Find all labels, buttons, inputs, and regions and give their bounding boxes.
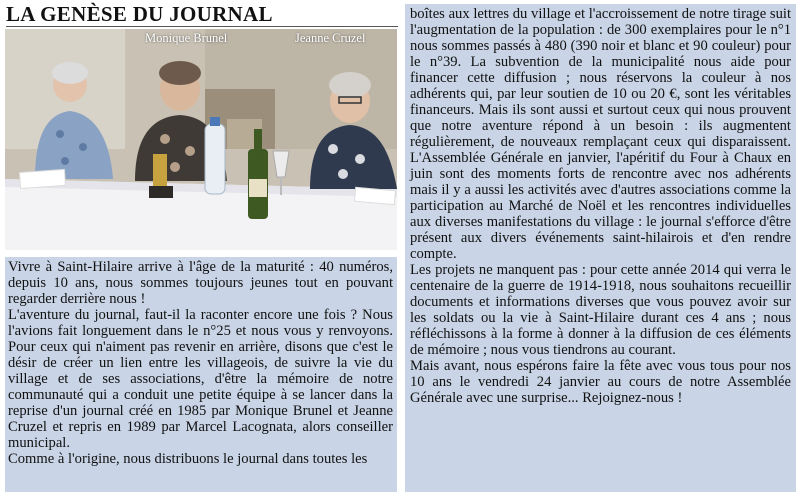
left-text-column [5,257,397,492]
paragraph-projects: Les projets ne manquent pas : pour cette année 2014 qui verra le centenaire de la guerre de 1914-1918, nous souhaitons recueillir documents et informations diverses que vous pouvez avoir sur les soldats ou la vie à Saint-Hilaire durant ces 4 ans ; nous réfléchissons à la forme à donner à la diffusion de ces éléments de mémoire ; nous vous tiendrons au courant. [410,262,791,358]
title-underline [6,26,398,27]
photo-caption-monique: Monique Brunel [145,31,228,45]
paragraph-intro: Vivre à Saint-Hilaire arrive à l'âge de la maturité : 40 numéros, depuis 10 ans, nous sommes toujours jeunes tout en pouvant regarder derrière nous ! [8,259,393,307]
article-photo [5,29,397,250]
paragraph-invitation: Mais avant, nous espérons faire la fête avec vous tous pour nos 10 ans le vendredi 24 janvier au cours de notre Assemblée Générale avec une surprise... Rejoignez-nous ! [410,358,791,406]
photo-illustration [5,29,397,250]
paragraph-history: L'aventure du journal, faut-il la raconter encore une fois ? Nous l'avions fait longuement dans le n°25 et nous vous y renvoyons. Pour ceux qui n'aiment pas revenir en arrière, disons que c'est le désir de créer un lien entre les villageois, de suivre la vie du village et de ses associations, d'être la mémoire de notre communauté qui a conduit une petite équipe à se lancer dans la reprise d'un journal créé en 1985 par Monique Brunel et Jeanne Cruzel et repris en 1989 par Marcel Lacognata, alors conseiller municipal. [8,307,393,451]
right-text-column [405,4,796,492]
paragraph-distribution-cont: boîtes aux lettres du village et l'accroissement de notre tirage suit l'augmentation de la population : de 300 exemplaires pour le n°1 nous sommes passés à 480 (390 noir et blanc et 90 couleur) pour le n°39. La subvention de la municipalité nous aide pour financer cette diffusion ; nous réservons la couleur à nos adhérents qui, par leur soutien de 10 ou 20 €, sont les véritables financeurs. Mais ils sont aussi et surtout ceux qui nous prouvent que notre aventure répond à un besoin : ils augmentent régulièrement, de nouveaux remplaçant ceux qui disparaissent. L'Assemblée Générale en janvier, l'apéritif du Four à Chaux en juin sont des moments forts de rencontre avec nos adhérents mais il y a aussi les activités avec d'autres associations comme la participation au Marché de Noël et les rencontres individuelles aux diverses manifestations du village : le journal s'efforce d'être présent aux divers événements saint-hilairois et d'en rendre compte. [410,6,791,262]
photo-caption-jeanne: Jeanne Cruzel [295,31,366,45]
paragraph-distribution-start: Comme à l'origine, nous distribuons le journal dans toutes les [8,451,368,467]
article-title: LA GENÈSE DU JOURNAL [6,2,273,26]
